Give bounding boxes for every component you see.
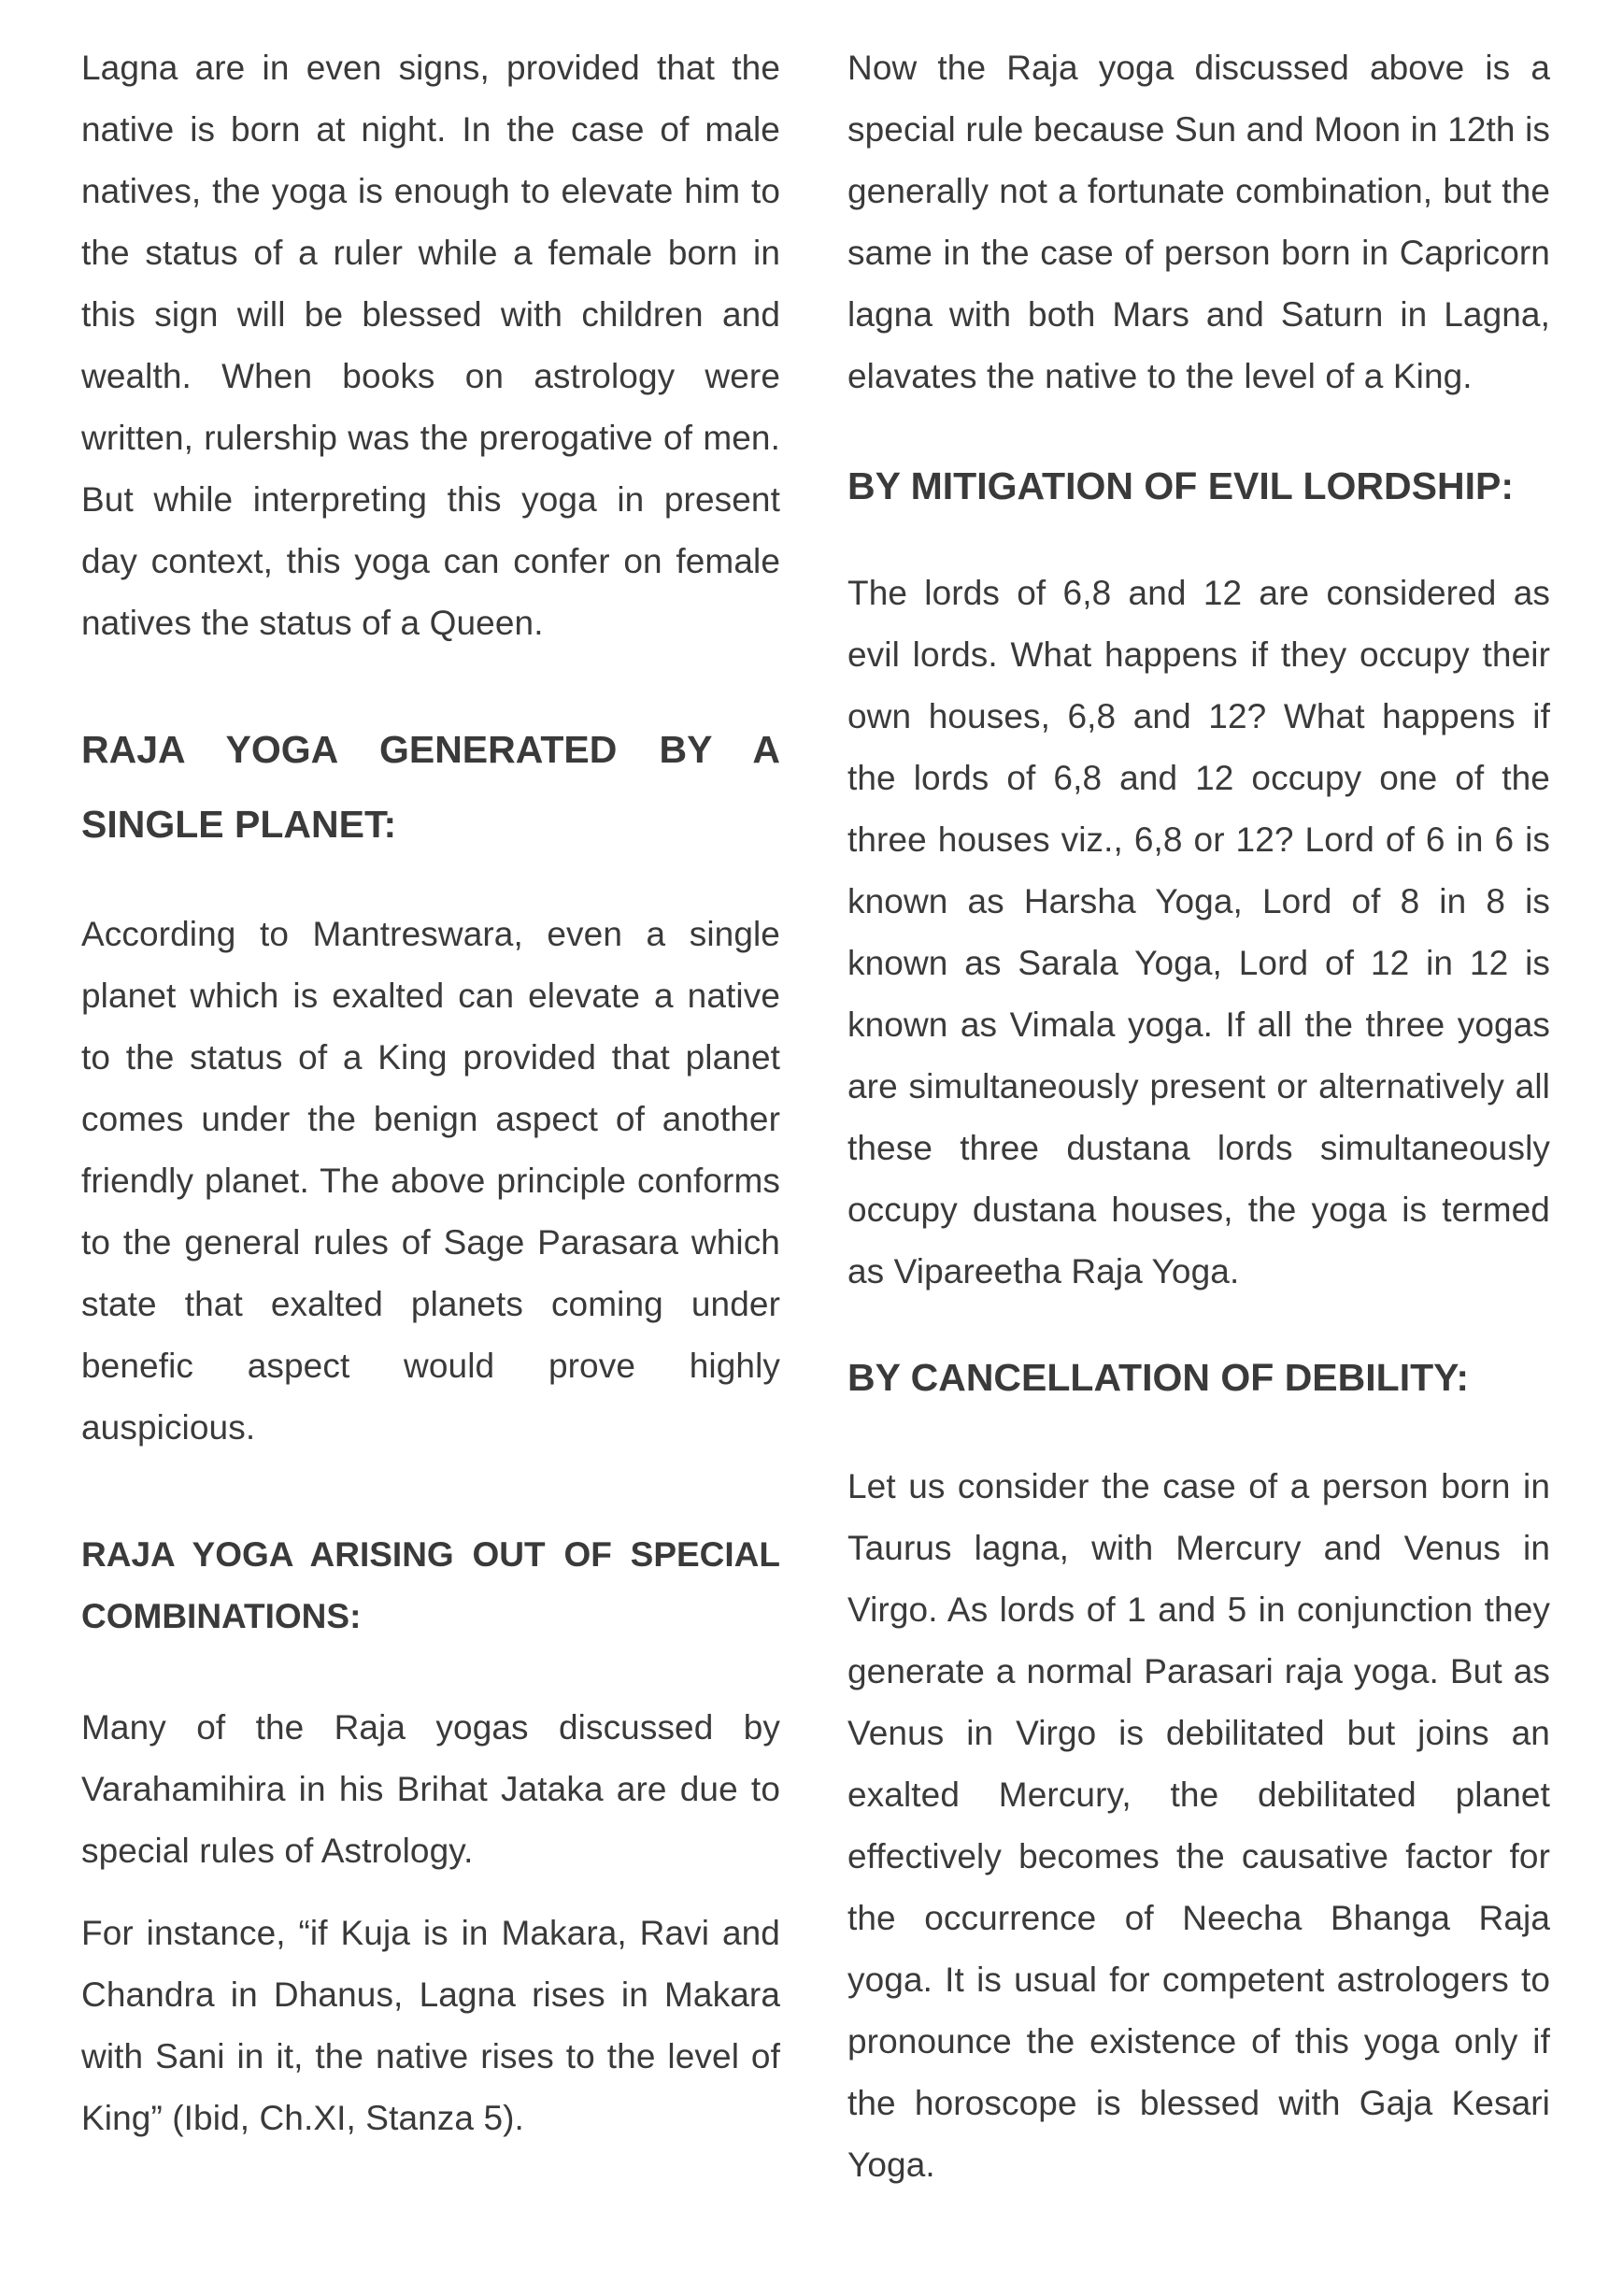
heading-single-planet: RAJA YOGA GENERATED BY A SINGLE PLANET: — [81, 728, 780, 846]
paragraph-lagna-even-signs: Lagna are in even signs, provided that the native is born at night. In the case of male natives, the yoga is enough to elevate him to the status of a ruler while a female born in this sign will be blessed with children and wealth. When books on astrology were written, rulership was the prerogative of men. But while interpreting this yoga in present day context, this yoga can confer on female natives the status of a Queen. — [81, 49, 780, 642]
right-column — [847, 37, 1550, 2196]
heading-special-combinations: RAJA YOGA ARISING OUT OF SPECIAL COMBINATIONS: — [81, 1535, 780, 1635]
paragraph-mantreswara: According to Mantreswara, even a single planet which is exalted can elevate a native to the status of a King provided that planet comes under the benign aspect of another friendly planet. The above principle conforms to the general rules of Sage Parasara which state that exalted planets coming under benefic aspect would prove highly auspicious. — [81, 915, 780, 1447]
paragraph-taurus-lagna: Let us consider the case of a person born in Taurus lagna, with Mercury and Venus in Virgo. As lords of 1 and 5 in conjunction they generate a normal Parasari raja yoga. But as Venus in Virgo is debilitated but joins an exalted Mercury, the debilitated planet effectively becomes the causative factor for the occurrence of Neecha Bhanga Raja yoga. It is usual for competent astrologers to pronounce the existence of this yoga only if the horoscope is blessed with Gaja Kesari Yoga. — [847, 1467, 1550, 2184]
heading-cancellation-of-debility: BY CANCELLATION OF DEBILITY: — [847, 1356, 1470, 1399]
paragraph-dustana-lords: The lords of 6,8 and 12 are considered as evil lords. What happens if they occupy their own houses, 6,8 and 12? What happens if the lords of 6,8 and 12 occupy one of the three houses viz., 6,8 or 12? Lord of 6 in 6 is known as Harsha Yoga, Lord of 8 in 8 is known as Sarala Yoga, Lord of 12 in 12 is known as Vimala yoga. If all the three yogas are simultaneously present or alternatively all these three dustana lords simultaneously occupy dustana houses, the yoga is termed as Vipareetha Raja Yoga. — [847, 574, 1550, 1291]
paragraph-special-rule: Now the Raja yoga discussed above is a special rule because Sun and Moon in 12th is generally not a fortunate combination, but the same in the case of person born in Capricorn lagna with both Mars and Saturn in Lagna, elavates the native to the level of a King. — [847, 49, 1550, 395]
paragraph-varahamihira: Many of the Raja yogas discussed by Varahamihira in his Brihat Jataka are due to special rules of Astrology. — [81, 1708, 780, 1870]
left-column — [81, 37, 780, 2149]
paragraph-kuja-makara-quote: For instance, “if Kuja is in Makara, Ravi and Chandra in Dhanus, Lagna rises in Makara with Sani in it, the native rises to the level of King” (Ibid, Ch.XI, Stanza 5). — [81, 1914, 780, 2137]
heading-evil-lordship: BY MITIGATION OF EVIL LORDSHIP: — [847, 464, 1514, 507]
